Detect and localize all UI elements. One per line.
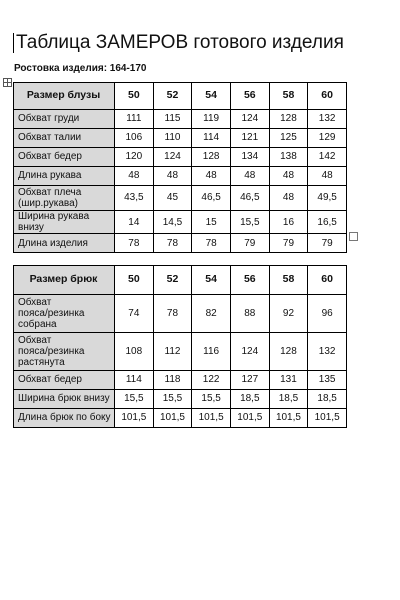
blouse-measurement-value: 78 bbox=[153, 234, 192, 253]
blouse-measurement-label: Обхват талии bbox=[14, 129, 115, 148]
pants-size-header-label: Размер брюк bbox=[14, 266, 115, 295]
blouse-size-column-header: 52 bbox=[153, 83, 192, 110]
blouse-measurement-value: 128 bbox=[192, 148, 231, 167]
blouse-measurement-value: 128 bbox=[269, 110, 308, 129]
blouse-measurement-value: 111 bbox=[115, 110, 154, 129]
blouse-measurement-value: 132 bbox=[308, 110, 347, 129]
pants-measurement-value: 96 bbox=[308, 295, 347, 333]
blouse-measurement-value: 124 bbox=[230, 110, 269, 129]
pants-measurement-value: 131 bbox=[269, 371, 308, 390]
pants-measurement-row bbox=[14, 295, 347, 333]
table-move-handle-icon[interactable] bbox=[3, 78, 12, 87]
blouse-measurement-value: 14 bbox=[115, 211, 154, 234]
pants-measurement-value: 74 bbox=[115, 295, 154, 333]
blouse-measurement-value: 16,5 bbox=[308, 211, 347, 234]
pants-size-column-header: 50 bbox=[115, 266, 154, 295]
pants-measurement-value: 101,5 bbox=[115, 409, 154, 428]
pants-size-table bbox=[13, 265, 347, 428]
pants-measurement-label: Обхват бедер bbox=[14, 371, 115, 390]
blouse-size-header-label: Размер блузы bbox=[14, 83, 115, 110]
blouse-measurement-value: 110 bbox=[153, 129, 192, 148]
pants-measurement-label: Обхват пояса/резинка собрана bbox=[14, 295, 115, 333]
blouse-measurement-value: 106 bbox=[115, 129, 154, 148]
blouse-measurement-row bbox=[14, 129, 347, 148]
blouse-size-column-header: 56 bbox=[230, 83, 269, 110]
pants-measurement-label: Ширина брюк внизу bbox=[14, 390, 115, 409]
blouse-measurement-value: 134 bbox=[230, 148, 269, 167]
pants-measurement-value: 101,5 bbox=[308, 409, 347, 428]
pants-measurement-value: 78 bbox=[153, 295, 192, 333]
blouse-measurement-value: 15 bbox=[192, 211, 231, 234]
pants-measurement-value: 88 bbox=[230, 295, 269, 333]
pants-size-column-header: 60 bbox=[308, 266, 347, 295]
pants-measurement-row bbox=[14, 333, 347, 371]
blouse-measurement-value: 79 bbox=[269, 234, 308, 253]
pants-measurement-row bbox=[14, 371, 347, 390]
pants-measurement-value: 18,5 bbox=[230, 390, 269, 409]
blouse-measurement-label: Обхват плеча (шир.рукава) bbox=[14, 186, 115, 211]
blouse-measurement-value: 124 bbox=[153, 148, 192, 167]
blouse-measurement-value: 46,5 bbox=[230, 186, 269, 211]
pants-measurement-value: 101,5 bbox=[192, 409, 231, 428]
blouse-measurement-value: 115 bbox=[153, 110, 192, 129]
blouse-measurement-label: Длина рукава bbox=[14, 167, 115, 186]
blouse-header-row bbox=[14, 83, 347, 110]
pants-measurement-value: 132 bbox=[308, 333, 347, 371]
blouse-measurement-value: 49,5 bbox=[308, 186, 347, 211]
blouse-measurement-value: 119 bbox=[192, 110, 231, 129]
blouse-measurement-value: 114 bbox=[192, 129, 231, 148]
blouse-measurement-value: 129 bbox=[308, 129, 347, 148]
blouse-measurement-value: 79 bbox=[308, 234, 347, 253]
pants-measurement-value: 118 bbox=[153, 371, 192, 390]
blouse-measurement-value: 138 bbox=[269, 148, 308, 167]
blouse-measurement-value: 79 bbox=[230, 234, 269, 253]
pants-header-row bbox=[14, 266, 347, 295]
blouse-measurement-value: 48 bbox=[269, 167, 308, 186]
pants-measurement-value: 128 bbox=[269, 333, 308, 371]
blouse-measurement-row bbox=[14, 186, 347, 211]
pants-measurement-value: 15,5 bbox=[115, 390, 154, 409]
blouse-measurement-value: 48 bbox=[192, 167, 231, 186]
blouse-measurement-value: 48 bbox=[115, 167, 154, 186]
blouse-measurement-value: 14,5 bbox=[153, 211, 192, 234]
blouse-size-column-header: 58 bbox=[269, 83, 308, 110]
blouse-measurement-row bbox=[14, 110, 347, 129]
blouse-measurement-value: 78 bbox=[192, 234, 231, 253]
pants-measurement-value: 101,5 bbox=[230, 409, 269, 428]
pants-measurement-value: 108 bbox=[115, 333, 154, 371]
pants-measurement-value: 112 bbox=[153, 333, 192, 371]
pants-measurement-value: 101,5 bbox=[153, 409, 192, 428]
blouse-size-column-header: 54 bbox=[192, 83, 231, 110]
blouse-measurement-value: 120 bbox=[115, 148, 154, 167]
pants-measurement-label: Обхват пояса/резинка растянута bbox=[14, 333, 115, 371]
blouse-measurement-value: 78 bbox=[115, 234, 154, 253]
table-resize-handle-icon[interactable] bbox=[349, 232, 358, 241]
pants-measurement-value: 15,5 bbox=[153, 390, 192, 409]
blouse-measurement-label: Длина изделия bbox=[14, 234, 115, 253]
blouse-measurement-label: Ширина рукава внизу bbox=[14, 211, 115, 234]
blouse-measurement-row bbox=[14, 211, 347, 234]
pants-measurement-value: 122 bbox=[192, 371, 231, 390]
blouse-measurement-value: 125 bbox=[269, 129, 308, 148]
blouse-measurement-value: 16 bbox=[269, 211, 308, 234]
blouse-measurement-label: Обхват бедер bbox=[14, 148, 115, 167]
pants-measurement-value: 124 bbox=[230, 333, 269, 371]
pants-measurement-value: 18,5 bbox=[308, 390, 347, 409]
blouse-measurement-value: 15,5 bbox=[230, 211, 269, 234]
height-range-label: Ростовка изделия: 164-170 bbox=[14, 63, 147, 74]
blouse-measurement-row bbox=[14, 167, 347, 186]
pants-measurement-row bbox=[14, 390, 347, 409]
pants-measurement-value: 101,5 bbox=[269, 409, 308, 428]
pants-measurement-value: 135 bbox=[308, 371, 347, 390]
pants-measurement-value: 18,5 bbox=[269, 390, 308, 409]
blouse-size-table bbox=[13, 82, 347, 253]
blouse-measurement-value: 46,5 bbox=[192, 186, 231, 211]
pants-measurement-value: 15,5 bbox=[192, 390, 231, 409]
blouse-measurement-value: 48 bbox=[308, 167, 347, 186]
blouse-measurement-value: 48 bbox=[269, 186, 308, 211]
pants-measurement-value: 92 bbox=[269, 295, 308, 333]
pants-measurement-value: 114 bbox=[115, 371, 154, 390]
blouse-measurement-value: 48 bbox=[230, 167, 269, 186]
pants-measurement-value: 127 bbox=[230, 371, 269, 390]
blouse-measurement-row bbox=[14, 148, 347, 167]
pants-size-column-header: 58 bbox=[269, 266, 308, 295]
pants-size-column-header: 56 bbox=[230, 266, 269, 295]
pants-measurement-value: 82 bbox=[192, 295, 231, 333]
blouse-measurement-value: 121 bbox=[230, 129, 269, 148]
page-title: Таблица ЗАМЕРОВ готового изделия bbox=[16, 32, 344, 53]
blouse-measurement-value: 48 bbox=[153, 167, 192, 186]
blouse-measurement-label: Обхват груди bbox=[14, 110, 115, 129]
blouse-measurement-row bbox=[14, 234, 347, 253]
pants-measurement-row bbox=[14, 409, 347, 428]
text-cursor bbox=[13, 33, 14, 53]
blouse-size-column-header: 50 bbox=[115, 83, 154, 110]
blouse-measurement-value: 43,5 bbox=[115, 186, 154, 211]
blouse-measurement-value: 45 bbox=[153, 186, 192, 211]
blouse-measurement-value: 142 bbox=[308, 148, 347, 167]
pants-size-column-header: 52 bbox=[153, 266, 192, 295]
blouse-size-column-header: 60 bbox=[308, 83, 347, 110]
pants-size-column-header: 54 bbox=[192, 266, 231, 295]
pants-measurement-label: Длина брюк по боку bbox=[14, 409, 115, 428]
pants-measurement-value: 116 bbox=[192, 333, 231, 371]
